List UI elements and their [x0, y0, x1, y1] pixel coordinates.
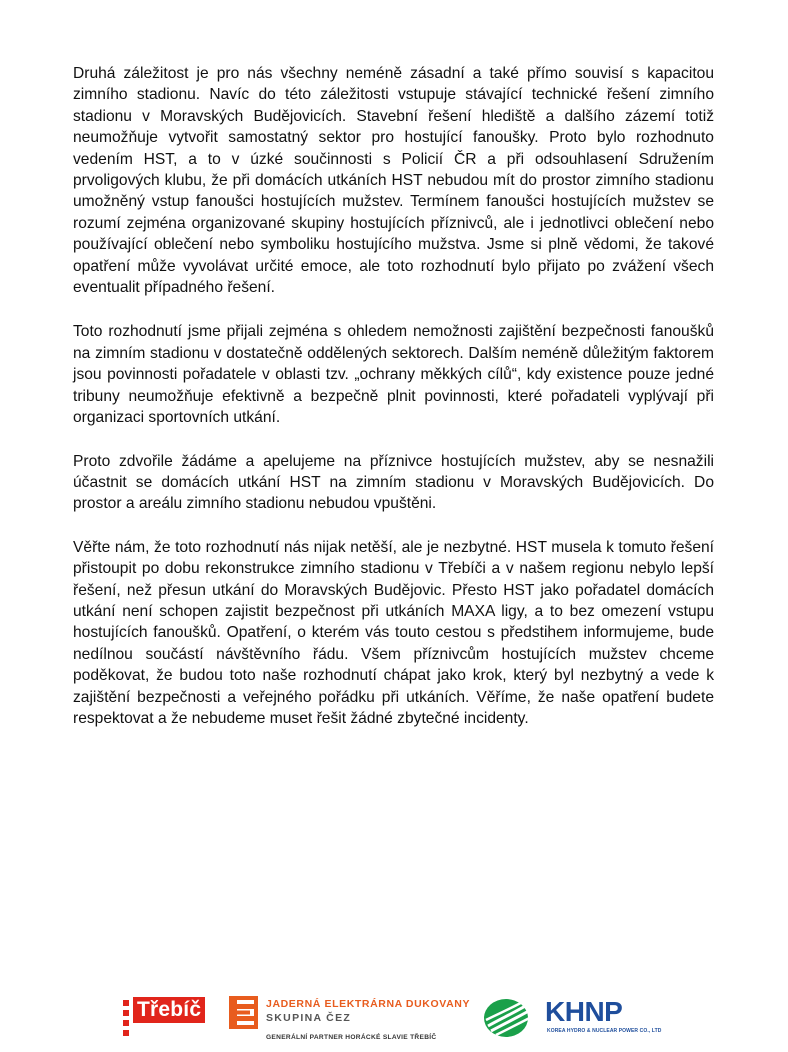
khnp-wordmark: KHNP — [545, 996, 623, 1027]
cez-line-2: SKUPINA ČEZ — [266, 1012, 352, 1024]
paragraph-3: Proto zdvořile žádáme a apelujeme na příznivce hostujících mužstev, aby se nesnažili účastnit se domácích utkání HST na zimním stadionu v Moravských Budějovicích. Do prostor a areálu zimního stadionu nebudou vpuštěni. — [73, 452, 714, 513]
trebic-logo — [122, 996, 208, 1036]
body-text — [73, 63, 714, 751]
paragraph-4: Věřte nám, že toto rozhodnutí nás nijak netěší, ale je nezbytné. HST musela k tomuto řešení přistoupit po dobu rekonstrukce zimního stadionu v Třebíči a v našem regionu nebylo lepší řešení, než přesun utkání do Moravských Budějovic. Přesto HST jako pořadatel domácích utkání není schopen zajistit bezpečnost při utkáních MAXA ligy, a to bez omezení vstupu hostujících fanoušků. Opatření, o kterém vás touto cestou s předstihem informujeme, bude nedílnou součástí návštěvního řádu. Všem příznivcům hostujících mužstev chceme poděkovat, že budou toto naše rozhodnutí chápat jako krok, který byl nezbytný a vede k zajištění bezpečnosti a veřejného pořádku při utkáních. Věříme, že naše opatření budete respektovat a že nebudeme muset řešit žádné zbytečné incidenty. — [73, 538, 714, 727]
cez-line-1: JADERNÁ ELEKTRÁRNA DUKOVANY — [266, 998, 471, 1010]
cez-logo-text — [266, 998, 470, 1025]
khnp-globe-icon — [482, 998, 540, 1038]
trebic-wordmark: Třebíč — [133, 997, 205, 1023]
cez-logo-icon — [229, 996, 258, 1029]
paragraph-1: Druhá záležitost je pro nás všechny neméně zásadní a také přímo souvisí s kapacitou zimního stadionu. Navíc do této záležitosti vstupuje stávající technické řešení zimního stadionu v Moravských Budějovicích. Stavební řešení hlediště a dalšího zázemí totiž neumožňuje vytvořit samostatný sektor pro hostující fanoušky. Proto bylo rozhodnuto vedením HST, a to v úzké součinnosti s Policií ČR a při odsouhlasení Sdružením prvoligových klubu, že při domácích utkáních HST nebudou mít do prostor zimního stadionu umožněný vstup fanoušci hostujících mužstev. Termínem fanoušci hostujících mužstev se rozumí zejména organizované skupiny hostujících příznivců, ale i jednotlivci oblečení nebo používající oblečení nebo symboliku hostujícího mužstva. Jsme si plně vědomi, že takové opatření může vyvolávat určité emoce, ale toto rozhodnutí bylo přijato po zvážení všech eventualit případného řešení. — [73, 65, 714, 297]
cez-partner-line: GENERÁLNÍ PARTNER HORÁCKÉ SLAVIE TŘEBÍČ — [266, 1034, 437, 1041]
khnp-subtitle: KOREA HYDRO & NUCLEAR POWER CO., LTD — [547, 1028, 662, 1034]
footer-logos — [0, 990, 788, 1052]
paragraph-2: Toto rozhodnutí jsme přijali zejména s ohledem nemožnosti zajištění bezpečnosti fanoušků na zimním stadionu v dostatečně oddělených sektorech. Dalším neméně důležitým faktorem jsou povinnosti pořadatele v oblasti tzv. „ochrany měkkých cílů“, kdy existence pouze jedné tribuny neumožňuje efektivně a bezpečně plnit povinnosti, které pořadateli vyplývají při organizaci sportovních utkání. — [73, 323, 714, 427]
trebic-dots-icon — [122, 998, 132, 1038]
